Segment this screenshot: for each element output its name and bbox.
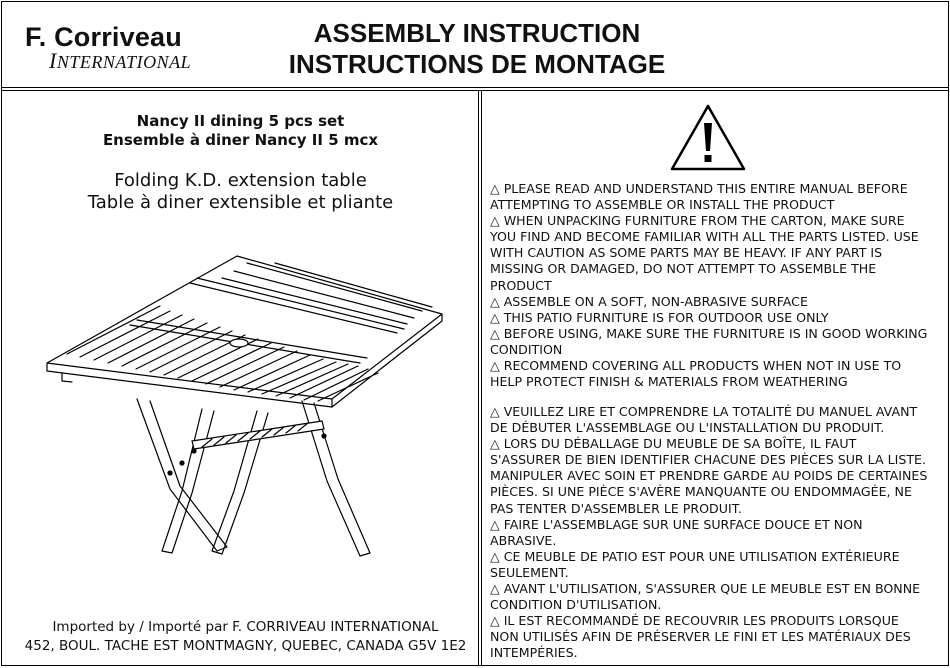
safety-panel [481,91,950,665]
product-description [2,170,479,214]
warnings-french [490,404,930,662]
warning-item-fr: △ IL EST RECOMMANDÉ DE RECOUVRIR LES PRODUITS LORSQUE NON UTILISÉS AFIN DE PRÉSERVER LE FINI ET LES MATÉRIAUX DES INTEMPÉRIES. [490,613,911,661]
title-english: ASSEMBLY INSTRUCTION [313,18,641,48]
warning-item-fr: △ CE MEUBLE DE PATIO EST POUR UNE UTILISATION EXTÉRIEURE SEULEMENT. [490,548,900,580]
brand-subtitle [49,48,192,73]
importer-line-1: Imported by / Importé par F. CORRIVEAU INTERNATIONAL [52,619,439,635]
warning-item-en: △ RECOMMEND COVERING ALL PRODUCTS WHEN NOT IN USE TO HELP PROTECT FINISH & MATERIALS FROM WEATHERING [490,358,902,390]
importer-info [2,618,479,656]
folding-table-illustration [42,251,447,571]
instruction-page [1,1,949,666]
page-header [2,2,948,88]
product-name [2,112,479,150]
warning-item-en: △ BEFORE USING, MAKE SURE THE FURNITURE IS IN GOOD WORKING CONDITION [490,325,928,357]
brand-logo [25,22,191,71]
product-panel [2,91,479,665]
importer-address: 452, BOUL. TACHE EST MONTMAGNY, QUEBEC, CANADA G5V 1E2 [24,638,467,654]
brand-name: F. Corriveau [25,22,182,52]
warning-item-fr: △ AVANT L'UTILISATION, S'ASSURER QUE LE MEUBLE EST EN BONNE CONDITION D'UTILISATION. [490,581,921,613]
warning-item-fr: △ LORS DU DÉBALLAGE DU MEUBLE DE SA BOÎTE, IL FAUT S'ASSURER DE BIEN IDENTIFIER CHACUNE DES PIÈCES SUR LA LISTE. MANIPULER AVEC SOIN ET PRENDRE GARDE AU POIDS DE CERTAINES PIÈCES. SI UNE PIÈCE S'AVÈRE MANQUANTE OU ENDOMMAGÉE, NE PAS TENTER D'ASSEMBLER LE PRODUIT. [490,436,928,516]
product-description-french: Table à diner extensible et pliante [87,192,394,213]
warning-triangle-icon [669,103,747,173]
warning-item-fr: △ FAIRE L'ASSEMBLAGE SUR UNE SURFACE DOUCE ET NON ABRASIVE. [490,516,863,548]
document-title [242,18,712,80]
product-description-english: Folding K.D. extension table [114,170,367,191]
title-french: INSTRUCTIONS DE MONTAGE [288,49,666,79]
warnings-english [490,181,930,390]
brand-subtitle-initial: I [49,48,57,73]
product-name-english: Nancy II dining 5 pcs set [136,112,345,130]
warning-item-en: △ PLEASE READ AND UNDERSTAND THIS ENTIRE MANUAL BEFORE ATTEMPTING TO ASSEMBLE OR INSTALL THE PRODUCT [490,181,908,213]
warning-item-en: △ THIS PATIO FURNITURE IS FOR OUTDOOR USE ONLY [490,309,829,325]
warning-item-fr: △ VEUILLEZ LIRE ET COMPRENDRE LA TOTALITÉ DU MANUEL AVANT DE DÉBUTER L'ASSEMBLAGE OU L'INSTALLATION DU PRODUIT. [490,404,918,436]
product-name-french: Ensemble à diner Nancy II 5 mcx [102,131,379,149]
warning-item-en: △ ASSEMBLE ON A SOFT, NON-ABRASIVE SURFACE [490,293,808,309]
brand-subtitle-rest: NTERNATIONAL [56,52,192,72]
warning-item-en: △ WHEN UNPACKING FURNITURE FROM THE CARTON, MAKE SURE YOU FIND AND BECOME FAMILIAR WITH ALL THE PARTS LISTED. USE WITH CAUTION AS SOME PARTS MAY BE HEAVY. IF ANY PART IS MISSING OR DAMAGED, DO NOT ATTEMPT TO ASSEMBLE THE PRODUCT [490,213,919,293]
